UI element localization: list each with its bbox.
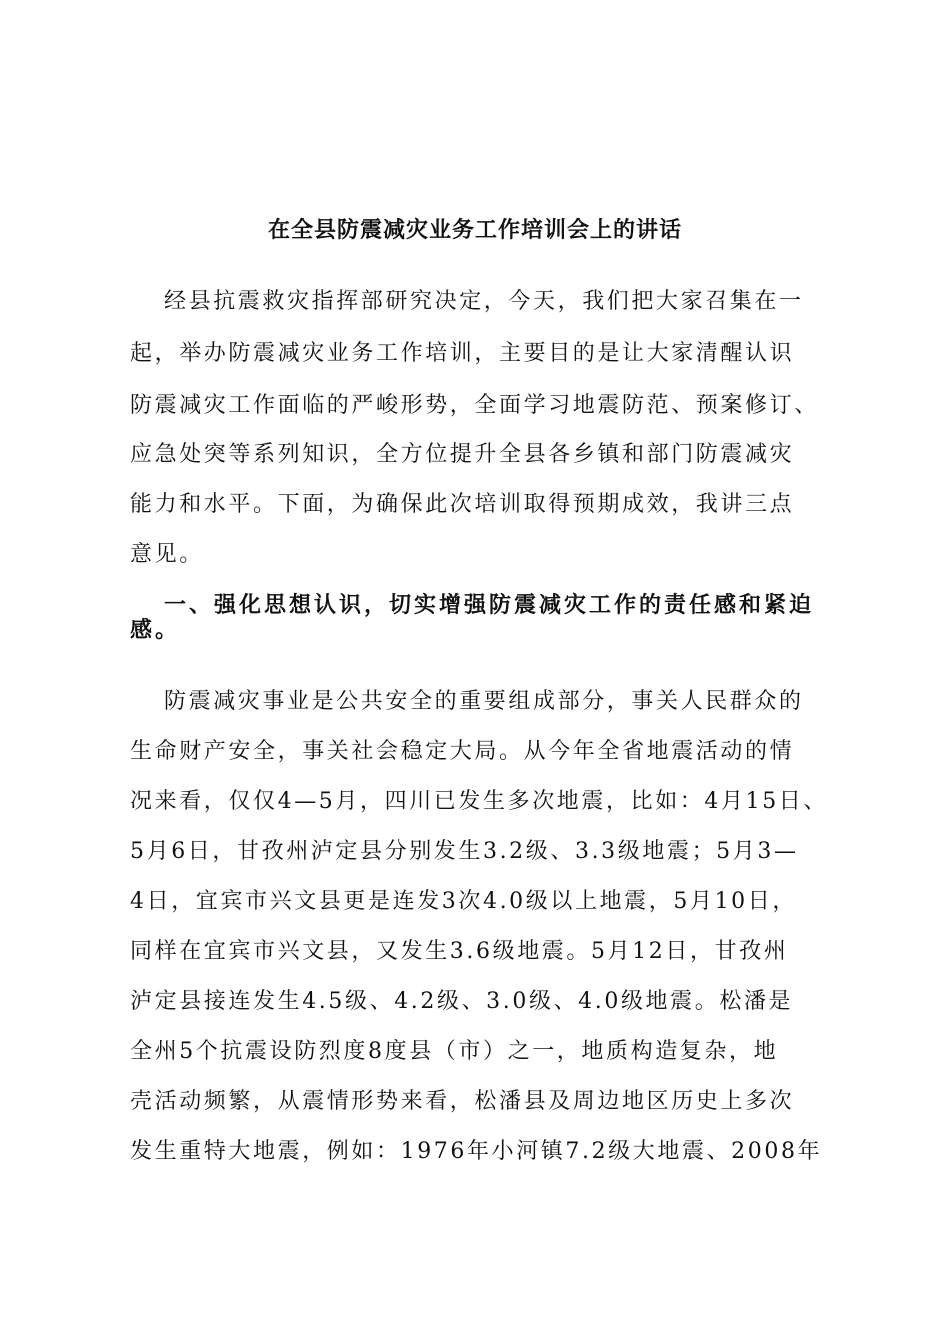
paragraph-line: 起，举办防震减灾业务工作培训，主要目的是让大家清醒认识 (130, 341, 795, 366)
paragraph-line: 壳活动频繁，从震情形势来看，松潘县及周边地区历史上多次 (130, 1089, 795, 1114)
section-heading-line: 感。 (130, 617, 181, 643)
paragraph-line: 同样在宜宾市兴文县，又发生3.6级地震。5月12日，甘孜州 (130, 939, 789, 964)
paragraph-line: 防震减灾工作面临的严峻形势，全面学习地震防范、预案修订、 (130, 393, 819, 418)
paragraph-line: 泸定县接连发生4.5级、4.2级、3.0级、4.0级地震。松潘是 (130, 989, 794, 1014)
paragraph-line: 应急处突等系列知识，全方位提升全县各乡镇和部门防震减灾 (130, 442, 795, 467)
section-heading-line: 一、强化思想认识，切实增强防震减灾工作的责任感和紧迫 (164, 592, 815, 618)
paragraph-line: 全州5个抗震设防烈度8度县（市）之一，地质构造复杂，地 (130, 1039, 779, 1064)
paragraph-line: 能力和水平。下面，为确保此次培训取得预期成效，我讲三点 (130, 492, 795, 517)
paragraph-line: 生命财产安全，事关社会稳定大局。从今年全省地震活动的情 (130, 739, 795, 764)
paragraph-line: 4日，宜宾市兴文县更是连发3次4.0级以上地震，5月10日， (130, 889, 797, 914)
paragraph-line: 发生重特大地震，例如：1976年小河镇7.2级大地震、2008年 (130, 1139, 823, 1164)
paragraph-line: 5月6日，甘孜州泸定县分别发生3.2级、3.3级地震；5月3— (130, 839, 799, 864)
paragraph-line: 意见。 (130, 542, 204, 567)
paragraph-line: 况来看，仅仅4—5月，四川已发生多次地震，比如：4月15日、 (130, 789, 828, 814)
document-title: 在全县防震减灾业务工作培训会上的讲话 (267, 217, 682, 243)
paragraph-line: 经县抗震救灾指挥部研究决定，今天，我们把大家召集在一 (164, 289, 804, 314)
paragraph-line: 防震减灾事业是公共安全的重要组成部分，事关人民群众的 (164, 689, 804, 714)
